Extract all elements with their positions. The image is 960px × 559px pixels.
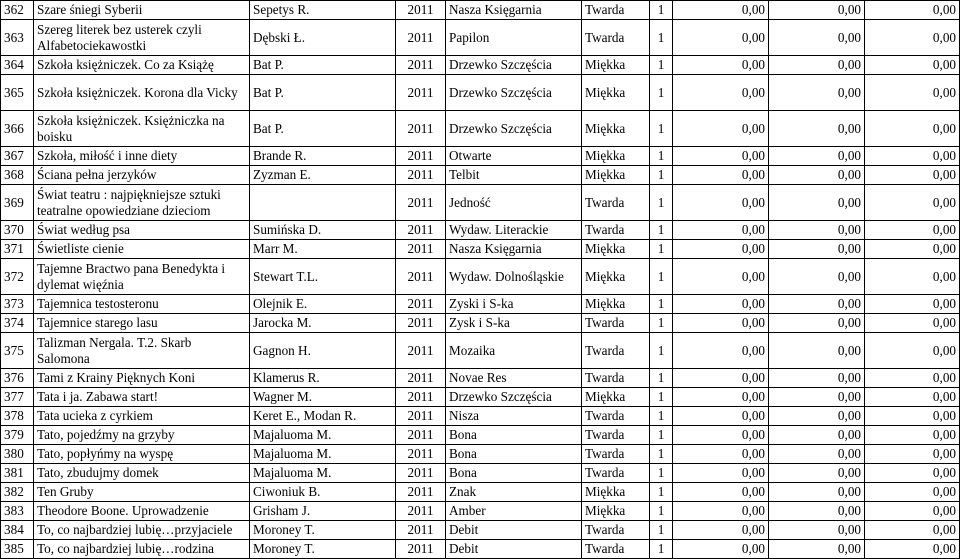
cell-value-1: 0,00: [673, 295, 769, 314]
cell-title: Tajemne Bractwo pana Benedykta i dylemat więźnia: [34, 259, 250, 295]
cell-quantity: 1: [650, 75, 673, 111]
cell-binding: Twarda: [582, 314, 650, 333]
cell-value-2: 0,00: [769, 259, 865, 295]
cell-id: 368: [1, 166, 34, 185]
cell-title: Tajemnica testosteronu: [34, 295, 250, 314]
cell-value-1: 0,00: [673, 426, 769, 445]
cell-author: Moroney T.: [250, 540, 396, 559]
cell-year: 2011: [396, 333, 446, 369]
cell-author: Sumińska D.: [250, 221, 396, 240]
cell-id: 366: [1, 111, 34, 147]
cell-value-1: 0,00: [673, 521, 769, 540]
cell-binding: Twarda: [582, 407, 650, 426]
cell-title: Szkoła księżniczek. Korona dla Vicky: [34, 75, 250, 111]
cell-author: Ciwoniuk B.: [250, 483, 396, 502]
cell-publisher: Nasza Księgarnia: [446, 240, 582, 259]
cell-author: Jarocka M.: [250, 314, 396, 333]
cell-value-1: 0,00: [673, 75, 769, 111]
cell-value-1: 0,00: [673, 333, 769, 369]
cell-value-2: 0,00: [769, 295, 865, 314]
cell-binding: Twarda: [582, 521, 650, 540]
cell-value-3: 0,00: [865, 314, 960, 333]
cell-title: Theodore Boone. Uprowadzenie: [34, 502, 250, 521]
cell-value-2: 0,00: [769, 56, 865, 75]
cell-value-2: 0,00: [769, 185, 865, 221]
table-row: [1, 240, 960, 259]
cell-id: 379: [1, 426, 34, 445]
cell-quantity: 1: [650, 369, 673, 388]
cell-year: 2011: [396, 111, 446, 147]
table-row: [1, 295, 960, 314]
cell-year: 2011: [396, 502, 446, 521]
cell-publisher: Wydaw. Literackie: [446, 221, 582, 240]
cell-quantity: 1: [650, 111, 673, 147]
cell-quantity: 1: [650, 314, 673, 333]
cell-value-2: 0,00: [769, 521, 865, 540]
cell-quantity: 1: [650, 240, 673, 259]
cell-value-3: 0,00: [865, 166, 960, 185]
table-row: [1, 407, 960, 426]
cell-id: 371: [1, 240, 34, 259]
table-row: [1, 221, 960, 240]
cell-publisher: Wydaw. Dolnośląskie: [446, 259, 582, 295]
cell-publisher: Drzewko Szczęścia: [446, 388, 582, 407]
cell-author: Wagner M.: [250, 388, 396, 407]
cell-value-3: 0,00: [865, 295, 960, 314]
cell-value-2: 0,00: [769, 426, 865, 445]
cell-author: Majaluoma M.: [250, 445, 396, 464]
cell-binding: Twarda: [582, 221, 650, 240]
cell-value-3: 0,00: [865, 388, 960, 407]
cell-year: 2011: [396, 540, 446, 559]
cell-quantity: 1: [650, 540, 673, 559]
table-body: [1, 1, 960, 559]
cell-title: Tato, zbudujmy domek: [34, 464, 250, 483]
cell-title: To, co najbardziej lubię…przyjaciele: [34, 521, 250, 540]
cell-author: Dębski Ł.: [250, 20, 396, 56]
cell-author: Brande R.: [250, 147, 396, 166]
table-row: [1, 147, 960, 166]
cell-year: 2011: [396, 445, 446, 464]
cell-id: 377: [1, 388, 34, 407]
cell-publisher: Znak: [446, 483, 582, 502]
cell-binding: Twarda: [582, 333, 650, 369]
cell-value-3: 0,00: [865, 540, 960, 559]
table-row: [1, 185, 960, 221]
cell-year: 2011: [396, 295, 446, 314]
cell-year: 2011: [396, 185, 446, 221]
cell-quantity: 1: [650, 166, 673, 185]
cell-value-2: 0,00: [769, 240, 865, 259]
table-row: [1, 445, 960, 464]
cell-publisher: Novae Res: [446, 369, 582, 388]
cell-value-2: 0,00: [769, 407, 865, 426]
cell-id: 383: [1, 502, 34, 521]
cell-title: Szereg literek bez usterek czyli Alfabetociekawostki: [34, 20, 250, 56]
cell-year: 2011: [396, 369, 446, 388]
cell-value-3: 0,00: [865, 483, 960, 502]
cell-id: 365: [1, 75, 34, 111]
cell-value-2: 0,00: [769, 111, 865, 147]
cell-year: 2011: [396, 464, 446, 483]
table-row: [1, 56, 960, 75]
cell-publisher: Bona: [446, 426, 582, 445]
cell-publisher: Bona: [446, 445, 582, 464]
cell-binding: Twarda: [582, 185, 650, 221]
cell-id: 370: [1, 221, 34, 240]
cell-title: Szkoła księżniczek. Co za Książę: [34, 56, 250, 75]
cell-id: 372: [1, 259, 34, 295]
cell-binding: Miękka: [582, 75, 650, 111]
cell-value-1: 0,00: [673, 1, 769, 20]
cell-id: 373: [1, 295, 34, 314]
table-row: [1, 259, 960, 295]
table-row: [1, 521, 960, 540]
cell-author: Bat P.: [250, 56, 396, 75]
cell-title: Tami z Krainy Pięknych Koni: [34, 369, 250, 388]
cell-value-2: 0,00: [769, 502, 865, 521]
cell-value-3: 0,00: [865, 56, 960, 75]
cell-value-2: 0,00: [769, 1, 865, 20]
cell-value-2: 0,00: [769, 369, 865, 388]
cell-value-1: 0,00: [673, 56, 769, 75]
cell-value-2: 0,00: [769, 445, 865, 464]
cell-binding: Twarda: [582, 445, 650, 464]
cell-publisher: Debit: [446, 540, 582, 559]
cell-value-1: 0,00: [673, 369, 769, 388]
cell-year: 2011: [396, 314, 446, 333]
cell-value-1: 0,00: [673, 464, 769, 483]
cell-value-1: 0,00: [673, 240, 769, 259]
cell-year: 2011: [396, 521, 446, 540]
cell-title: Tajemnice starego lasu: [34, 314, 250, 333]
cell-title: Talizman Nergala. T.2. Skarb Salomona: [34, 333, 250, 369]
cell-publisher: Drzewko Szczęścia: [446, 56, 582, 75]
cell-binding: Miękka: [582, 502, 650, 521]
cell-value-1: 0,00: [673, 483, 769, 502]
cell-value-1: 0,00: [673, 314, 769, 333]
cell-title: Tata i ja. Zabawa start!: [34, 388, 250, 407]
table-row: [1, 388, 960, 407]
cell-value-3: 0,00: [865, 111, 960, 147]
cell-value-3: 0,00: [865, 521, 960, 540]
cell-value-3: 0,00: [865, 75, 960, 111]
cell-publisher: Mozaika: [446, 333, 582, 369]
cell-value-3: 0,00: [865, 240, 960, 259]
cell-binding: Twarda: [582, 1, 650, 20]
cell-title: Świat teatru : najpiękniejsze sztuki teatralne opowiedziane dzieciom: [34, 185, 250, 221]
cell-publisher: Telbit: [446, 166, 582, 185]
cell-value-3: 0,00: [865, 407, 960, 426]
cell-value-2: 0,00: [769, 483, 865, 502]
table-row: [1, 464, 960, 483]
cell-id: 378: [1, 407, 34, 426]
cell-value-1: 0,00: [673, 407, 769, 426]
cell-quantity: 1: [650, 464, 673, 483]
cell-value-1: 0,00: [673, 540, 769, 559]
cell-binding: Miękka: [582, 147, 650, 166]
cell-author: Grisham J.: [250, 502, 396, 521]
cell-binding: Miękka: [582, 166, 650, 185]
cell-publisher: Drzewko Szczęścia: [446, 111, 582, 147]
cell-title: Szkoła, miłość i inne diety: [34, 147, 250, 166]
table-row: [1, 333, 960, 369]
cell-publisher: Amber: [446, 502, 582, 521]
cell-publisher: Zysk i S-ka: [446, 314, 582, 333]
cell-quantity: 1: [650, 20, 673, 56]
cell-value-1: 0,00: [673, 20, 769, 56]
cell-value-1: 0,00: [673, 111, 769, 147]
cell-value-2: 0,00: [769, 166, 865, 185]
cell-publisher: Nasza Księgarnia: [446, 1, 582, 20]
cell-title: Tata ucieka z cyrkiem: [34, 407, 250, 426]
cell-author: Majaluoma M.: [250, 464, 396, 483]
cell-quantity: 1: [650, 221, 673, 240]
cell-value-1: 0,00: [673, 445, 769, 464]
cell-binding: Twarda: [582, 540, 650, 559]
cell-publisher: Bona: [446, 464, 582, 483]
cell-value-3: 0,00: [865, 369, 960, 388]
cell-value-2: 0,00: [769, 388, 865, 407]
cell-binding: Miękka: [582, 483, 650, 502]
cell-quantity: 1: [650, 147, 673, 166]
cell-quantity: 1: [650, 502, 673, 521]
table-row: [1, 75, 960, 111]
cell-author: Majaluoma M.: [250, 426, 396, 445]
cell-id: 375: [1, 333, 34, 369]
cell-quantity: 1: [650, 333, 673, 369]
table-row: [1, 483, 960, 502]
cell-binding: Twarda: [582, 20, 650, 56]
cell-publisher: Debit: [446, 521, 582, 540]
cell-binding: Miękka: [582, 240, 650, 259]
cell-value-3: 0,00: [865, 502, 960, 521]
cell-publisher: Otwarte: [446, 147, 582, 166]
cell-id: 376: [1, 369, 34, 388]
cell-quantity: 1: [650, 445, 673, 464]
table-row: [1, 166, 960, 185]
cell-title: Ten Gruby: [34, 483, 250, 502]
cell-binding: Miękka: [582, 56, 650, 75]
cell-value-3: 0,00: [865, 221, 960, 240]
cell-value-1: 0,00: [673, 185, 769, 221]
cell-id: 384: [1, 521, 34, 540]
cell-year: 2011: [396, 426, 446, 445]
cell-id: 385: [1, 540, 34, 559]
cell-value-1: 0,00: [673, 388, 769, 407]
cell-value-1: 0,00: [673, 147, 769, 166]
cell-year: 2011: [396, 1, 446, 20]
cell-quantity: 1: [650, 295, 673, 314]
cell-value-3: 0,00: [865, 464, 960, 483]
cell-value-3: 0,00: [865, 259, 960, 295]
cell-author: Zyzman E.: [250, 166, 396, 185]
cell-author: Bat P.: [250, 111, 396, 147]
table-row: [1, 314, 960, 333]
cell-year: 2011: [396, 221, 446, 240]
cell-publisher: Papilon: [446, 20, 582, 56]
cell-id: 367: [1, 147, 34, 166]
cell-author: [250, 185, 396, 221]
cell-author: Sepetys R.: [250, 1, 396, 20]
cell-id: 362: [1, 1, 34, 20]
cell-binding: Miękka: [582, 388, 650, 407]
cell-title: Ściana pełna jerzyków: [34, 166, 250, 185]
cell-year: 2011: [396, 166, 446, 185]
cell-quantity: 1: [650, 185, 673, 221]
cell-author: Olejnik E.: [250, 295, 396, 314]
cell-author: Moroney T.: [250, 521, 396, 540]
cell-year: 2011: [396, 56, 446, 75]
cell-year: 2011: [396, 407, 446, 426]
cell-id: 380: [1, 445, 34, 464]
cell-value-1: 0,00: [673, 221, 769, 240]
cell-id: 364: [1, 56, 34, 75]
cell-title: Świat według psa: [34, 221, 250, 240]
table-row: [1, 426, 960, 445]
cell-value-1: 0,00: [673, 502, 769, 521]
cell-year: 2011: [396, 240, 446, 259]
cell-quantity: 1: [650, 483, 673, 502]
cell-publisher: Nisza: [446, 407, 582, 426]
cell-id: 382: [1, 483, 34, 502]
cell-value-2: 0,00: [769, 464, 865, 483]
cell-value-2: 0,00: [769, 540, 865, 559]
cell-quantity: 1: [650, 259, 673, 295]
cell-binding: Miękka: [582, 295, 650, 314]
cell-title: Szkoła księżniczek. Księżniczka na boisku: [34, 111, 250, 147]
cell-id: 363: [1, 20, 34, 56]
cell-author: Stewart T.L.: [250, 259, 396, 295]
cell-binding: Twarda: [582, 426, 650, 445]
cell-title: Świetliste cienie: [34, 240, 250, 259]
cell-title: Tato, popłyńmy na wyspę: [34, 445, 250, 464]
cell-author: Marr M.: [250, 240, 396, 259]
cell-year: 2011: [396, 259, 446, 295]
cell-quantity: 1: [650, 521, 673, 540]
cell-value-2: 0,00: [769, 333, 865, 369]
cell-value-2: 0,00: [769, 147, 865, 166]
cell-author: Keret E., Modan R.: [250, 407, 396, 426]
cell-binding: Miękka: [582, 259, 650, 295]
table-row: [1, 1, 960, 20]
cell-quantity: 1: [650, 426, 673, 445]
cell-publisher: Zyski i S-ka: [446, 295, 582, 314]
cell-author: Bat P.: [250, 75, 396, 111]
cell-value-2: 0,00: [769, 75, 865, 111]
cell-value-2: 0,00: [769, 20, 865, 56]
table-row: [1, 111, 960, 147]
cell-publisher: Drzewko Szczęścia: [446, 75, 582, 111]
cell-year: 2011: [396, 75, 446, 111]
cell-value-3: 0,00: [865, 20, 960, 56]
cell-year: 2011: [396, 20, 446, 56]
cell-value-3: 0,00: [865, 185, 960, 221]
cell-id: 374: [1, 314, 34, 333]
cell-value-1: 0,00: [673, 259, 769, 295]
cell-binding: Twarda: [582, 369, 650, 388]
cell-id: 381: [1, 464, 34, 483]
cell-title: To, co najbardziej lubię…rodzina: [34, 540, 250, 559]
cell-quantity: 1: [650, 1, 673, 20]
cell-value-2: 0,00: [769, 221, 865, 240]
cell-value-3: 0,00: [865, 333, 960, 369]
cell-quantity: 1: [650, 56, 673, 75]
table-row: [1, 502, 960, 521]
cell-quantity: 1: [650, 388, 673, 407]
cell-author: Gagnon H.: [250, 333, 396, 369]
cell-value-3: 0,00: [865, 426, 960, 445]
cell-binding: Twarda: [582, 464, 650, 483]
cell-value-2: 0,00: [769, 314, 865, 333]
cell-year: 2011: [396, 388, 446, 407]
table-row: [1, 20, 960, 56]
cell-value-1: 0,00: [673, 166, 769, 185]
cell-value-3: 0,00: [865, 147, 960, 166]
table-row: [1, 369, 960, 388]
cell-title: Szare śniegi Syberii: [34, 1, 250, 20]
cell-title: Tato, pojedźmy na grzyby: [34, 426, 250, 445]
cell-publisher: Jedność: [446, 185, 582, 221]
cell-year: 2011: [396, 147, 446, 166]
cell-id: 369: [1, 185, 34, 221]
cell-binding: Miękka: [582, 111, 650, 147]
cell-value-3: 0,00: [865, 1, 960, 20]
cell-quantity: 1: [650, 407, 673, 426]
cell-author: Klamerus R.: [250, 369, 396, 388]
cell-value-3: 0,00: [865, 445, 960, 464]
cell-year: 2011: [396, 483, 446, 502]
